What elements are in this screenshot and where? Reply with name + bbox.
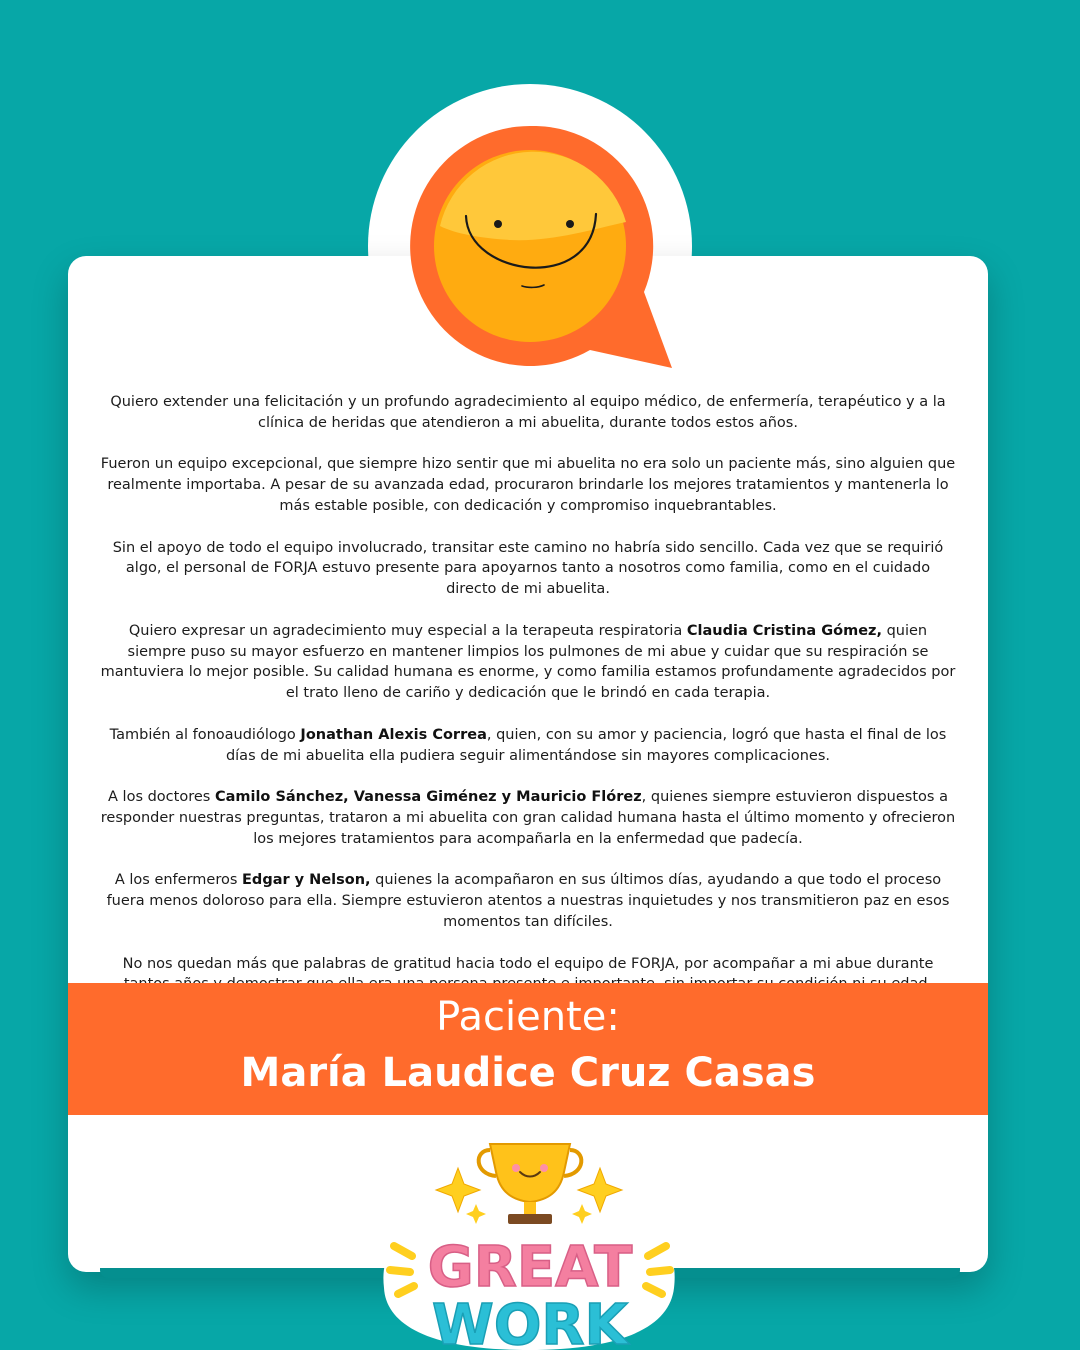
paragraph-7-name: Edgar y Nelson, — [242, 872, 371, 889]
paragraph-7-post: quienes la acompañaron en sus últimos días, ayudando a que todo el proceso fuera menos doloroso para ella. Siempre estuvieron atentos a nuestras inquietudes y nos transmitieron paz en esos momentos tan difíciles. — [106, 872, 950, 930]
paragraph-1: Quiero extender una felicitación y un profundo agradecimiento al equipo médico, de enfermería, terapéutico y a la clínica de heridas que atendieron a mi abuelita, durante todos estos años. — [110, 394, 946, 431]
smiley-speech-bubble-icon — [400, 126, 680, 376]
paragraph-4-pre: Quiero expresar un agradecimiento muy especial a la terapeuta respiratoria — [128, 622, 687, 639]
great-work-sticker — [378, 1138, 682, 1350]
patient-name: María Laudice Cruz Casas — [240, 1050, 816, 1096]
paragraph-7-pre: A los enfermeros — [114, 872, 243, 889]
paragraph-6-post: , quienes siempre estuvieron dispuestos a responder nuestras preguntas, trataron a mi abuelita con gran calidad humana hasta el último momento y ofrecieron los mejores tratamientos para acompañarla en la enfermedad que padecía. — [100, 789, 956, 847]
sticker-great-text: GREAT — [427, 1235, 633, 1300]
paragraph-5-post: , quien, con su amor y paciencia, logró que hasta el final de los días de mi abuelita ella pudiera seguir alimentándose sin mayores complicaciones. — [225, 726, 947, 764]
patient-label: Paciente: — [436, 994, 620, 1040]
paragraph-4 — [100, 621, 956, 704]
paragraph-5 — [100, 725, 956, 767]
paragraph-5-name: Jonathan Alexis Correa — [300, 726, 487, 743]
paragraph-8: No nos quedan más que palabras de gratitud hacia todo el equipo de FORJA, por acompañar a mi abue durante — [122, 955, 934, 972]
paragraph-7 — [100, 870, 956, 932]
paragraph-4-post: quien siempre puso su mayor esfuerzo en mantener limpios los pulmones de mi abue y cuidar que su respiración se mantuviera lo mejor posible. Su calidad humana es enorme, y como familia estamos profundamente agradecidos por el trato lleno de cariño y dedicación que le brindó en cada terapia. — [100, 622, 956, 702]
sticker-work-text: WORK — [432, 1293, 628, 1350]
patient-band — [68, 983, 988, 1115]
paragraph-2: Fueron un equipo excepcional, que siempre hizo sentir que mi abuelita no era solo un paciente más, sino alguien que realmente importaba. A pesar de su avanzada edad, procuraron brindarle los mejores tratamientos y mantenerla lo más estable posible, con dedicación y compromiso inquebrantables. — [100, 456, 956, 514]
paragraph-6-name: Camilo Sánchez, Vanessa Giménez y Mauricio Flórez — [214, 789, 642, 806]
paragraph-4-name: Claudia Cristina Gómez, — [686, 622, 882, 639]
paragraph-6 — [100, 787, 956, 849]
paragraph-6-pre: A los doctores — [108, 789, 215, 806]
paragraph-3: Sin el apoyo de todo el equipo involucrado, transitar este camino no habría sido sencillo. Cada vez que se requirió algo, el personal de FORJA estuvo presente para apoyarnos tanto a nosotros como familia, como en el cuidado directo de mi abuelita. — [112, 539, 944, 598]
testimonial-text — [100, 392, 956, 1016]
paragraph-5-pre: También al fonoaudiólogo — [109, 726, 301, 743]
